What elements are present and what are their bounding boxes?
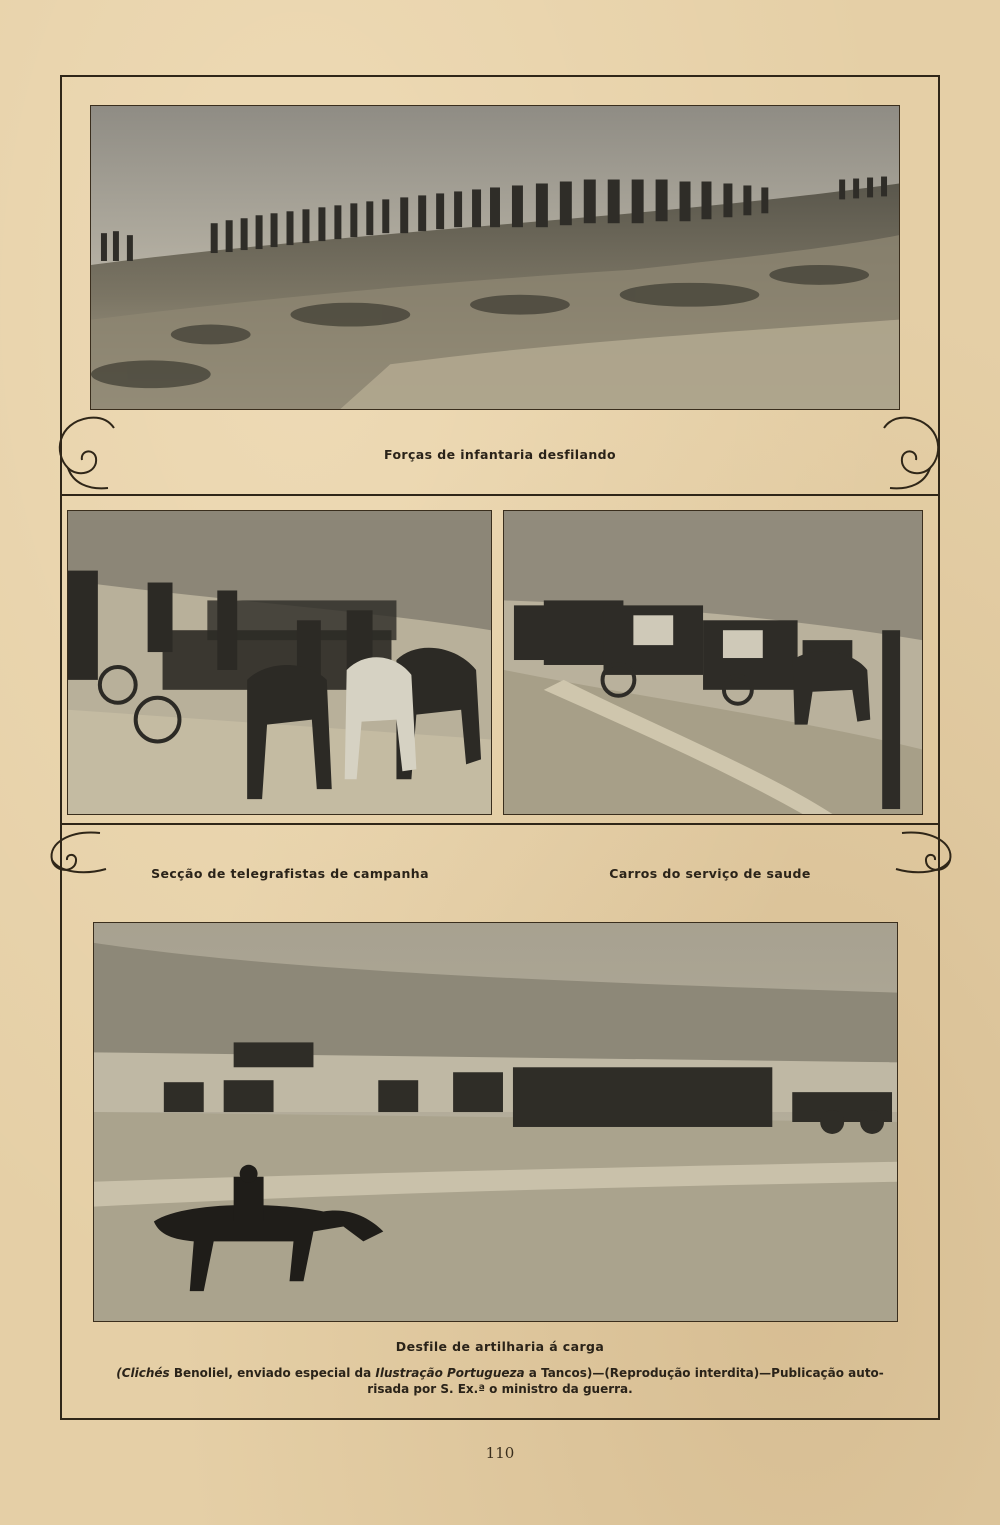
photo-health (503, 510, 923, 815)
scroll-ornament-mid-right-icon (892, 825, 962, 880)
credits-cliches: (Clichés (116, 1366, 170, 1380)
frame-left-line-bottom (60, 823, 62, 1420)
photo-artillery (93, 922, 898, 1322)
credits-magazine: Ilustração Portugueza (375, 1366, 525, 1380)
infantry-column-photo-icon (91, 106, 899, 409)
credits-author: Benoliel, enviado especial da (169, 1366, 376, 1380)
caption-telegraph: Secção de telegrafistas de campanha (151, 866, 429, 881)
credits-rights: a Tancos)—(Reprodução interdita)—Publicação auto- (524, 1366, 884, 1380)
photo-credits (105, 1365, 895, 1397)
scroll-ornament-right-icon (880, 408, 950, 498)
credits-line-2: risada por S. Ex.ª o ministro da guerra. (367, 1382, 633, 1396)
scroll-ornament-left-icon (48, 408, 118, 498)
photo-infantry (90, 105, 900, 410)
caption-health: Carros do serviço de saude (609, 866, 811, 881)
photo-telegraph (67, 510, 492, 815)
artillery-charge-photo-icon (94, 923, 897, 1321)
frame-right-line-mid (938, 494, 940, 824)
scroll-ornament-mid-left-icon (40, 825, 110, 880)
frame-right-line-bottom (938, 823, 940, 1420)
telegraph-wagon-photo-icon (68, 511, 491, 814)
frame-bottom-line (60, 1418, 940, 1420)
frame-divider-1 (60, 494, 940, 496)
frame-left-line-mid (60, 494, 62, 824)
caption-artillery: Desfile de artilharia á carga (395, 1339, 605, 1354)
page-number: 110 (485, 1444, 515, 1462)
frame-divider-2 (60, 823, 940, 825)
credits-line-1 (105, 1365, 895, 1381)
ambulance-wagons-photo-icon (504, 511, 922, 814)
caption-infantry: Forças de infantaria desfilando (384, 447, 616, 462)
frame-top-line (60, 75, 940, 77)
